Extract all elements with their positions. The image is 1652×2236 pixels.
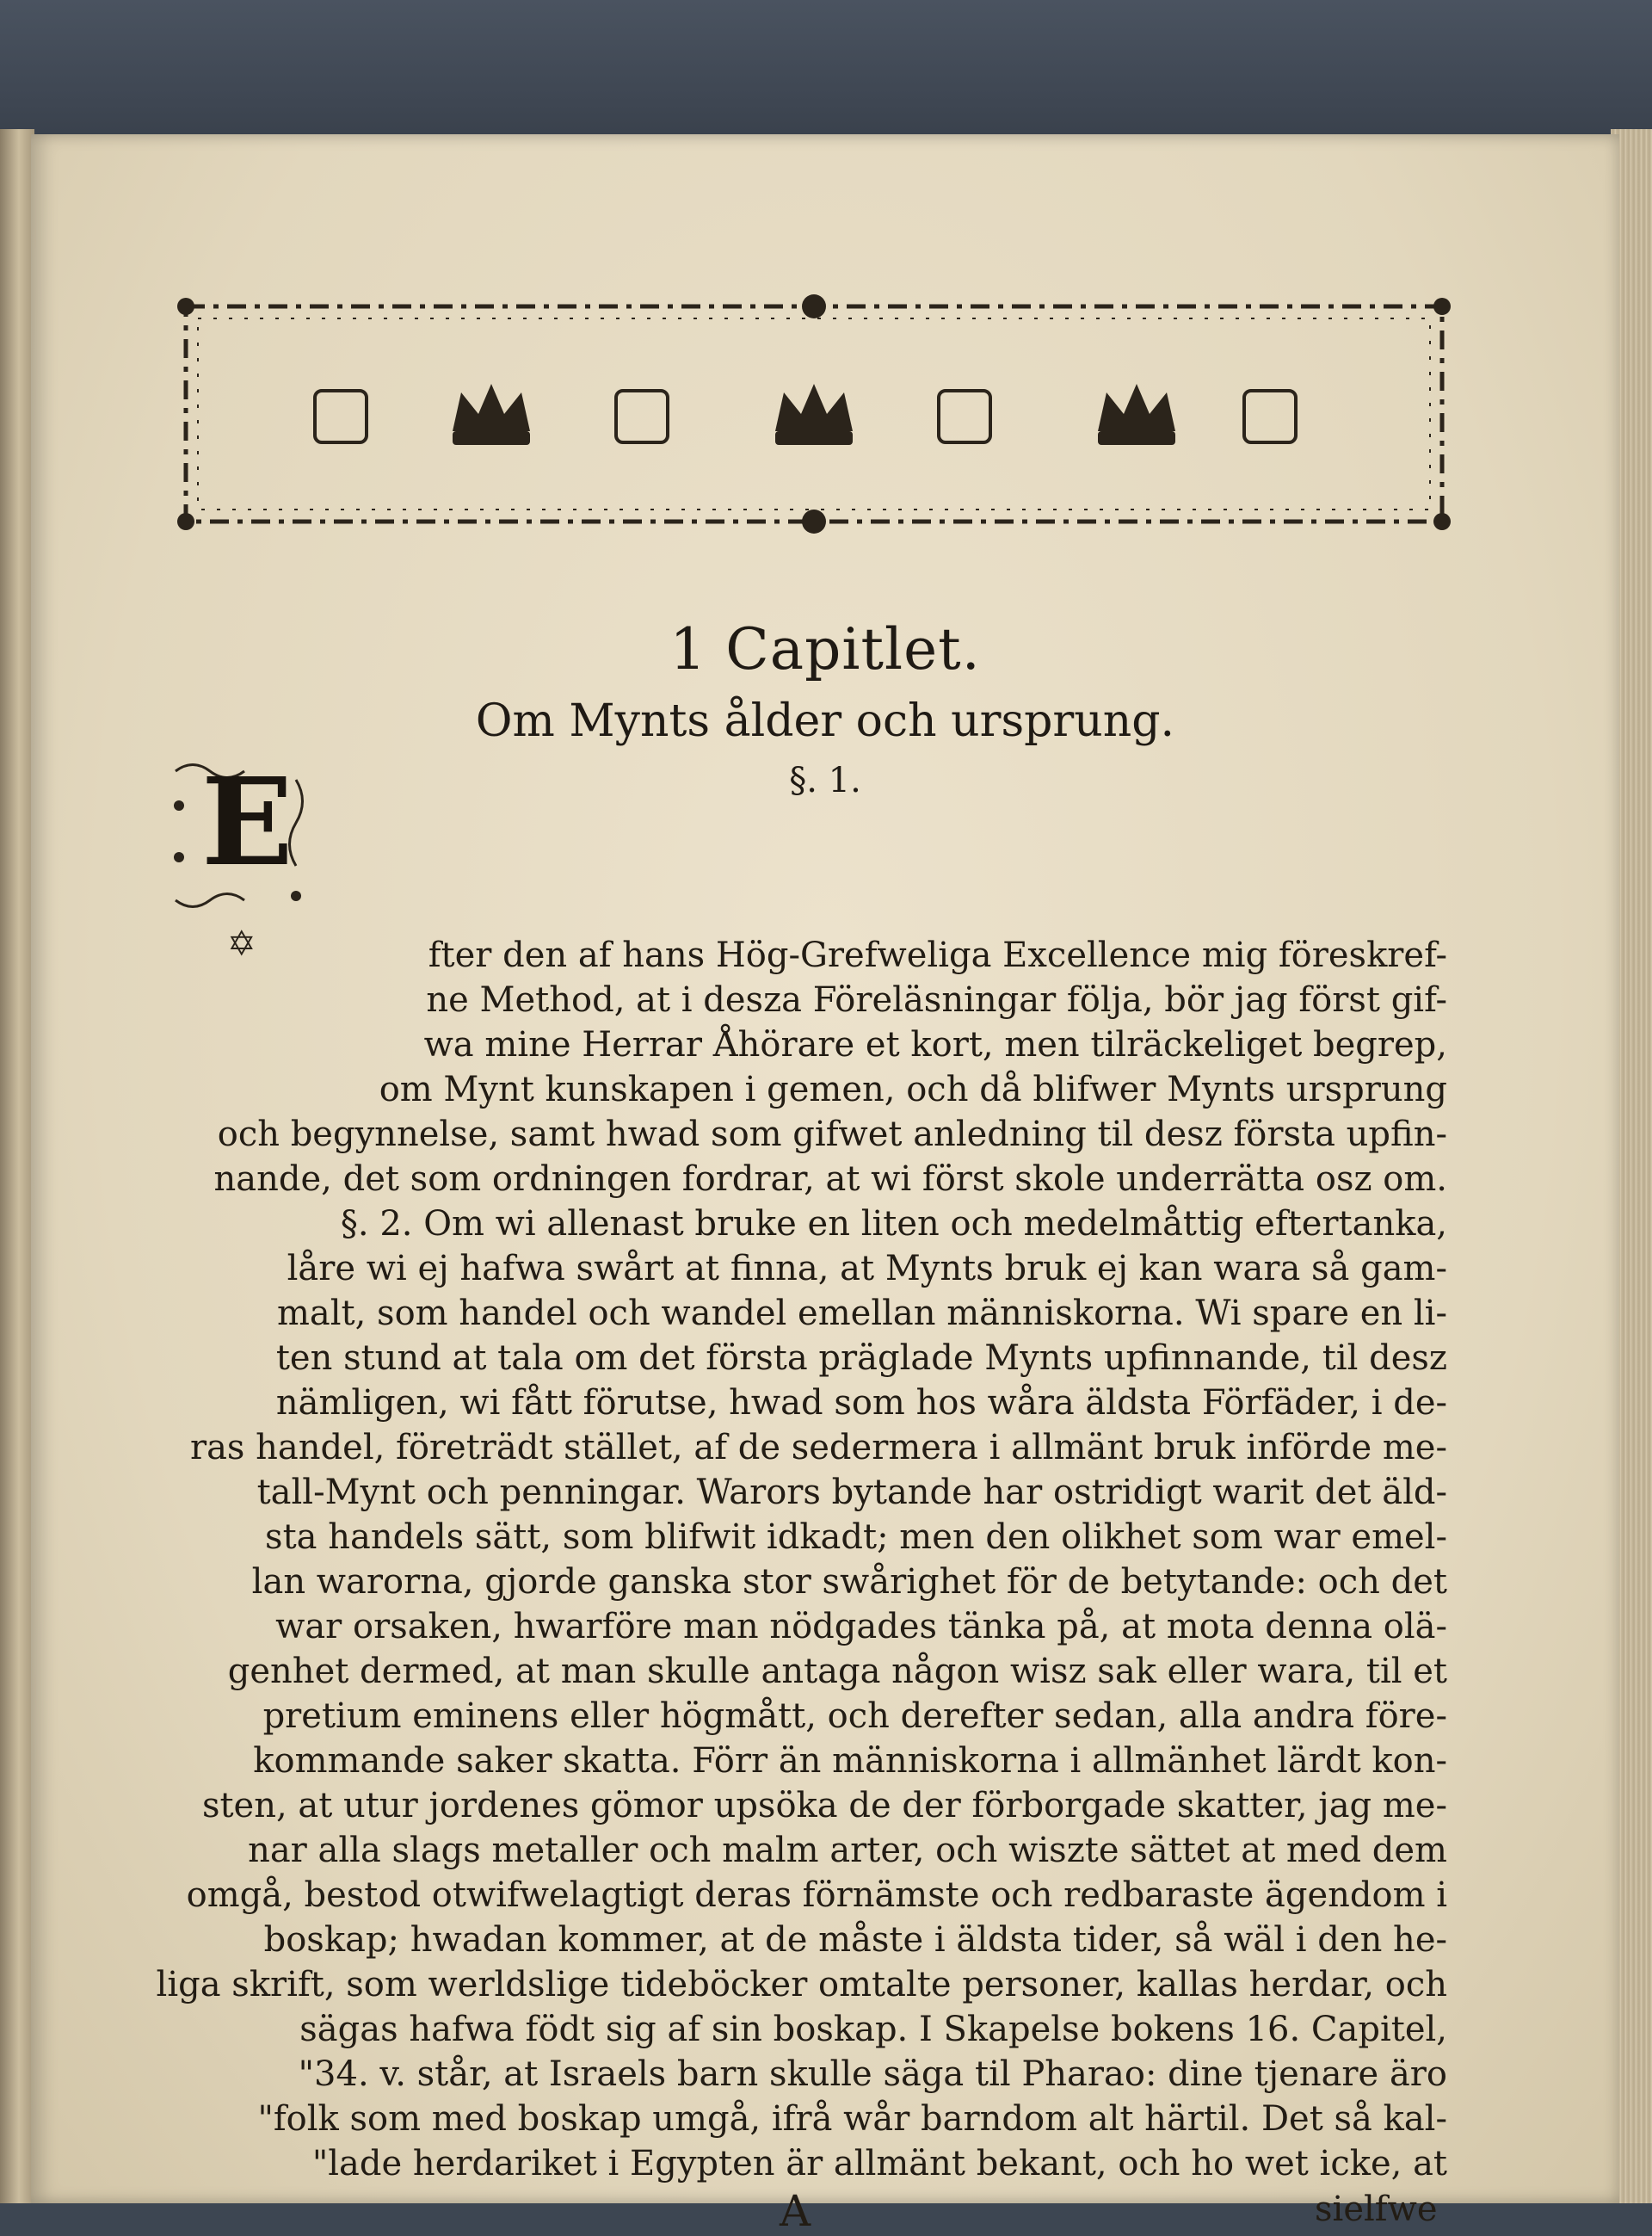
text-line: kommande saker skatta. Förr än människorna i allmänhet lärdt kon- (253, 1741, 1447, 1781)
text-line: sägas hafwa födt sig af sin boskap. I Skapelse bokens 16. Capitel, (299, 2010, 1447, 2049)
text-line: "lade herdariket i Egypten är allmänt bekant, och ho wet icke, at (311, 2144, 1447, 2183)
signature-mark: A (780, 2186, 811, 2236)
text-line: nar alla slags metaller och malm arter, och wiszte sättet at med dem (248, 1831, 1447, 1870)
text-line: och begynnelse, samt hwad som gifwet anledning til desz första upfin- (217, 1115, 1447, 1154)
text-line: lan warorna, gjorde ganska stor swårighet för de betytande: och det (251, 1562, 1447, 1602)
text-line: "34. v. står, at Israels barn skulle säga til Pharao: dine tjenare äro (298, 2054, 1447, 2094)
text-line: war orsaken, hwarföre man nödgades tänka på, at mota denna olä- (275, 1607, 1447, 1646)
dropcap-letter: E (201, 752, 293, 893)
text-line: låre wi ej hafwa swårt at finna, at Mynts bruk ej kan wara så gam- (287, 1249, 1447, 1288)
left-page-edge (0, 129, 34, 2203)
text-line: om Mynt kunskapen i gemen, och då blifwer Mynts ursprung (379, 1070, 1447, 1109)
text-line: fter den af hans Hög-Grefweliga Excellence mig föreskref- (428, 936, 1447, 975)
text-line: pretium eminens eller högmått, och derefter sedan, alla andra före- (262, 1696, 1447, 1736)
text-line: nande, det som ordningen fordrar, at wi först skole underrätta osz om. (213, 1159, 1447, 1199)
text-line: sten, at utur jordenes gömor upsöka de der förborgade skatter, jag me- (201, 1786, 1447, 1825)
book-page (31, 134, 1619, 2236)
text-line: sta handels sätt, som blifwit idkadt; men den olikhet som war emel- (265, 1517, 1447, 1557)
text-line: "folk som med boskap umgå, ifrå wår barndom alt härtil. Det så kal- (257, 2099, 1447, 2139)
star-icon: ✡ (227, 924, 256, 964)
text-line: tall-Mynt och penningar. Warors bytande har ostridigt warit det äld- (256, 1473, 1447, 1512)
chapter-subtitle: Om Mynts ålder och ursprung. (475, 695, 1175, 747)
text-line: ten stund at tala om det första präglade Mynts upfinnande, til desz (275, 1338, 1447, 1378)
text-line: §. 2. Om wi allenast bruke en liten och medelmåttig eftertanka, (340, 1204, 1447, 1244)
text-line: ne Method, at i desza Föreläsningar följa, bör jag först gif- (426, 980, 1447, 1020)
text-line: ras handel, företrädt stället, af de sedermera i allmänt bruk införde me- (189, 1428, 1447, 1467)
section-mark: §. 1. (789, 761, 861, 800)
text-line: nämligen, wi fått förutse, hwad som hos wåra äldsta Förfäder, i de- (275, 1383, 1447, 1423)
text-line: malt, som handel och wandel emellan människorna. Wi spare en li- (276, 1294, 1447, 1333)
body-text (31, 134, 1619, 2203)
catchword: sielfwe (1315, 2190, 1438, 2229)
text-line: genhet dermed, at man skulle antaga någon wisz sak eller wara, til et (227, 1652, 1447, 1691)
text-line: boskap; hwadan kommer, at de måste i äldsta tider, så wäl i den he- (263, 1920, 1447, 1960)
text-line: wa mine Herrar Åhörare et kort, men tilräckeliget begrep, (423, 1025, 1447, 1065)
text-line: liga skrift, som werldslige tideböcker omtalte personer, kallas herdar, och (156, 1965, 1447, 2004)
text-line: omgå, bestod otwifwelagtigt deras förnämste och redbaraste ägendom i (186, 1875, 1447, 1915)
chapter-title: 1 Capitlet. (669, 616, 981, 683)
